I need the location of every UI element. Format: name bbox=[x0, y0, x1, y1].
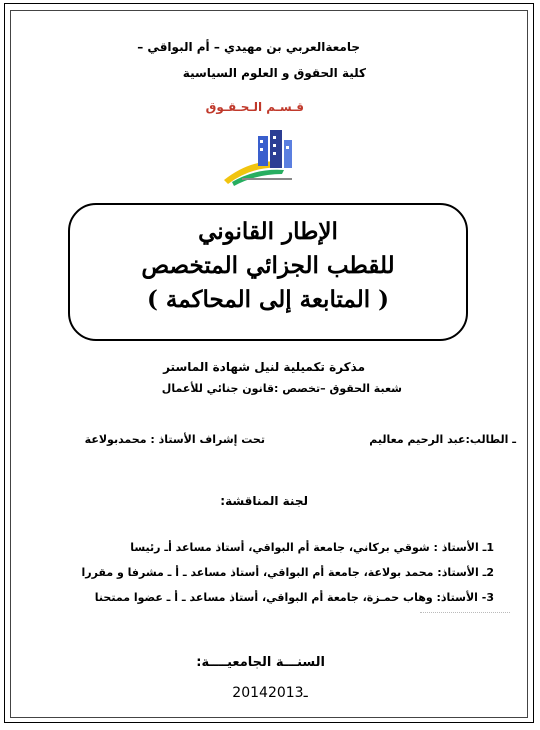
thesis-title-box bbox=[68, 203, 468, 341]
divider bbox=[420, 612, 510, 613]
academic-year-value: 2014ـ2013 bbox=[232, 685, 308, 701]
committee-member: 2ـ الأستاذ: محمد بولاعة، جامعة أم البواقي، أستاذ مساعد ـ أ ـ مشرفا و مقررا bbox=[81, 566, 494, 579]
university-name: جامعةالعربي بن مهيدي – أم البواقي – bbox=[137, 40, 360, 54]
committee-heading: لجنة المناقشة: bbox=[220, 494, 308, 508]
supervisor-name: تحت إشراف الأستاذ : محمدبولاعة bbox=[84, 433, 265, 446]
faculty-name: كلية الحقوق و العلوم السياسية bbox=[182, 66, 366, 80]
student-name: ـ الطالب:عبد الرحيم معاليم bbox=[369, 433, 516, 446]
thesis-title-line1: الإطار القانوني bbox=[198, 218, 338, 245]
university-logo bbox=[222, 128, 306, 190]
academic-year-label: السنـــة الجامعيــــة: bbox=[196, 655, 325, 670]
thesis-type: مذكرة تكميلية لنيل شهادة الماستر bbox=[163, 360, 365, 374]
department-name: قـسـم الـحـقـوق bbox=[205, 100, 304, 114]
committee-member: 3- الأستاذ: وهاب حمـزة، جامعة أم البواقي، أستاذ مساعد ـ أ ـ عضوا ممتحنا bbox=[94, 591, 494, 604]
thesis-title-line2: للقطب الجزائي المتخصص bbox=[141, 252, 395, 279]
thesis-specialty: شعبة الحقوق –تخصص :قانون جنائي للأعمال bbox=[161, 382, 402, 395]
committee-member: 1ـ الأستاذ : شوقي بركاني، جامعة أم البواقي، أستاذ مساعد أـ رئيسا bbox=[130, 541, 494, 554]
thesis-title-line3: ( المتابعة إلى المحاكمة ) bbox=[147, 286, 389, 313]
